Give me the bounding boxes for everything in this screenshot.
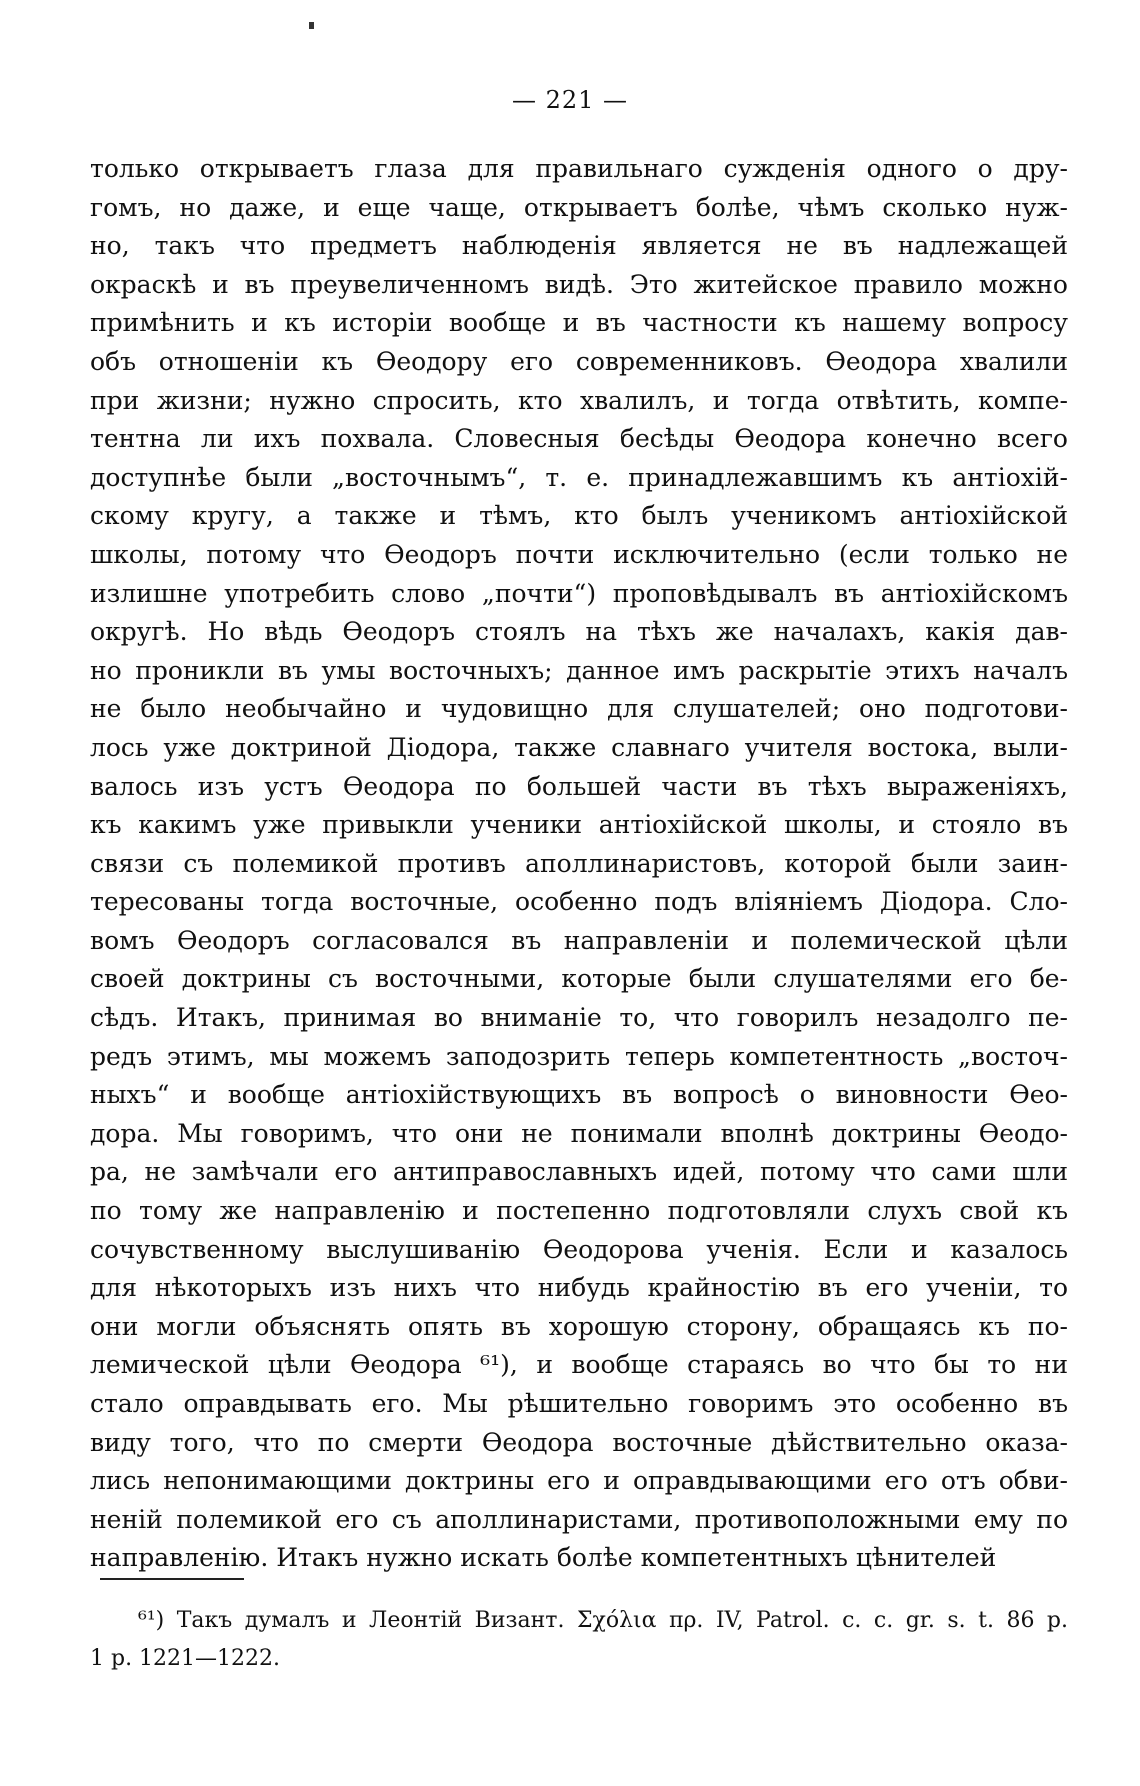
footnote-line: ⁶¹) Такъ думалъ и Леонтій Визант. Σχόλια πρ. IV, Patrol. c. c. gr. s. t. 86 p. xyxy=(138,1608,1068,1633)
footnote-line: 1 p. 1221—1222. xyxy=(90,1646,281,1671)
text-line: сочувственному выслушиванію Ѳеодорова ученія. Если и казалось xyxy=(90,1234,1068,1264)
text-line: по тому же направленію и постепенно подготовляли слухъ свой къ xyxy=(90,1196,1068,1226)
text-line: только открываетъ глаза для правильнаго сужденія одного о дру- xyxy=(90,154,1068,183)
text-line: ныхъ“ и вообще антіохійствующихъ въ вопросѣ о виновности Ѳео- xyxy=(90,1080,1068,1110)
text-line: окраскѣ и въ преувеличенномъ видѣ. Это житейское правило можно xyxy=(90,269,1068,299)
text-line: редъ этимъ, мы можемъ заподозрить теперь компетентность „восточ- xyxy=(90,1041,1068,1071)
text-line: виду того, что по смерти Ѳеодора восточные дѣйствительно оказа- xyxy=(90,1427,1068,1457)
print-speck xyxy=(309,22,314,29)
text-line: скому кругу, а также и тѣмъ, кто былъ ученикомъ антіохійской xyxy=(90,501,1068,531)
text-line: къ какимъ уже привыкли ученики антіохійской школы, и стояло въ xyxy=(90,810,1068,840)
footnote xyxy=(90,1602,1068,1678)
text-line: они могли объяснять опять въ хорошую сторону, обращаясь къ по- xyxy=(90,1311,1068,1341)
text-line: объ отношеніи къ Ѳеодору его современниковъ. Ѳеодора хвалили xyxy=(90,346,1068,376)
text-line: валось изъ устъ Ѳеодора по большей части въ тѣхъ выраженіяхъ, xyxy=(90,771,1068,801)
text-line: сѣдъ. Итакъ, принимая во вниманіе то, что говорилъ незадолго пе- xyxy=(90,1003,1068,1033)
text-line: излишне употребить слово „почти“) проповѣдывалъ въ антіохійскомъ xyxy=(90,578,1068,608)
text-line: стало оправдывать его. Мы рѣшительно говоримъ это особенно въ xyxy=(90,1389,1068,1418)
footnote-divider xyxy=(100,1578,244,1580)
text-line: связи съ полемикой противъ аполлинаристовъ, которой были заин- xyxy=(90,848,1068,878)
text-line: гомъ, но даже, и еще чаще, открываетъ болѣе, чѣмъ сколько нуж- xyxy=(90,192,1068,222)
text-line: вомъ Ѳеодоръ согласовался въ направленіи и полемической цѣли xyxy=(90,925,1068,955)
text-line: лемической цѣли Ѳеодора ⁶¹), и вообще стараясь во что бы то ни xyxy=(90,1350,1068,1380)
text-line: доступнѣе были „восточнымъ“, т. е. принадлежавшимъ къ антіохій- xyxy=(90,462,1068,492)
text-line: лись непонимающими доктрины его и оправдывающими его отъ обви- xyxy=(90,1466,1068,1496)
text-line: тересованы тогда восточные, особенно подъ вліяніемъ Діодора. Сло- xyxy=(90,887,1068,917)
text-line: лось уже доктриной Діодора, также славнаго учителя востока, выли- xyxy=(90,732,1068,762)
text-line: для нѣкоторыхъ изъ нихъ что нибудь крайностію въ его ученіи, то xyxy=(90,1273,1068,1303)
text-line: тентна ли ихъ похвала. Словесныя бесѣды Ѳеодора конечно всего xyxy=(90,424,1068,454)
text-line: школы, потому что Ѳеодоръ почти исключительно (если только не xyxy=(90,539,1068,569)
text-line: дора. Мы говоримъ, что они не понимали вполнѣ доктрины Ѳеодо- xyxy=(90,1118,1068,1148)
text-line: ра, не замѣчали его антиправославныхъ идей, потому что сами шли xyxy=(90,1157,1068,1187)
text-line: примѣнить и къ исторіи вообще и въ частности къ нашему вопросу xyxy=(90,308,1068,338)
text-line: направленію. Итакъ нужно искать болѣе компетентныхъ цѣнителей xyxy=(90,1543,997,1573)
text-line: не было необычайно и чудовищно для слушателей; оно подготови- xyxy=(90,694,1068,724)
text-line: но проникли въ умы восточныхъ; данное имъ раскрытіе этихъ началъ xyxy=(90,655,1068,685)
body-text xyxy=(90,150,1068,1578)
text-line: но, такъ что предметъ наблюденія является не въ надлежащей xyxy=(90,231,1068,261)
text-line: при жизни; нужно спросить, кто хвалилъ, и тогда отвѣтить, компе- xyxy=(90,385,1068,415)
text-line: своей доктрины съ восточными, которые были слушателями его бе- xyxy=(90,964,1068,994)
page-number: — 221 — xyxy=(511,86,629,114)
text-line: округѣ. Но вѣдь Ѳеодоръ стоялъ на тѣхъ же началахъ, какія дав- xyxy=(90,617,1068,647)
text-line: неній полемикой его съ аполлинаристами, противоположными ему по xyxy=(90,1504,1068,1534)
